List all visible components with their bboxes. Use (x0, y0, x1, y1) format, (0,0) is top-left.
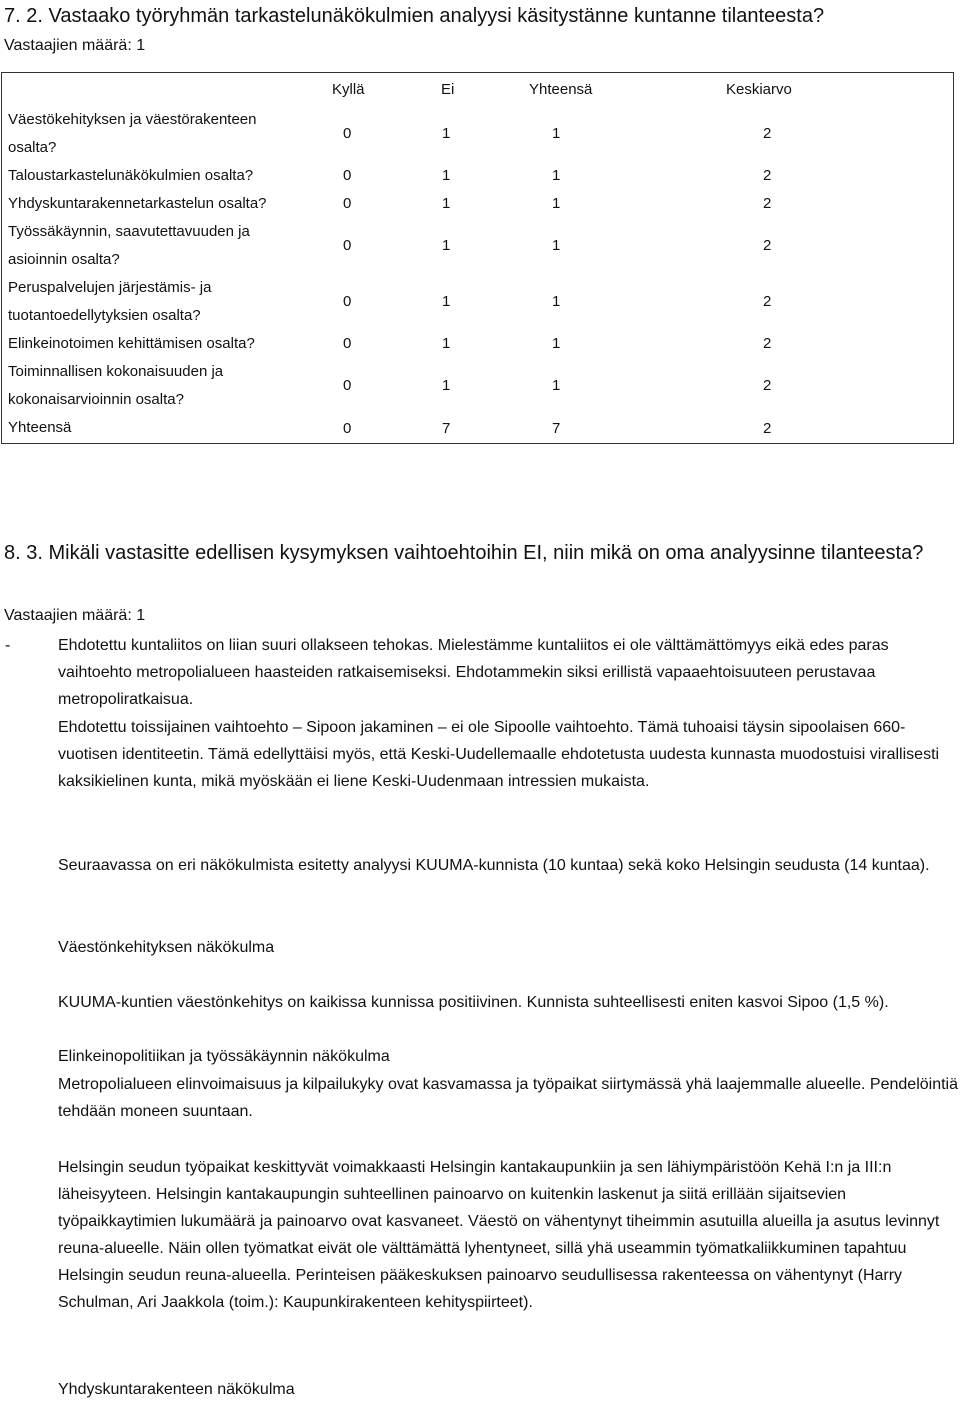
table-row (2, 218, 954, 274)
cell-ei: 1 (442, 335, 451, 352)
cell-ei: 1 (442, 125, 451, 142)
cell-keskiarvo: 2 (763, 167, 772, 184)
heading-yhdyskuntarakenne: Yhdyskuntarakenteen näkökulma (58, 1381, 295, 1398)
cell-kylla: 0 (343, 335, 352, 352)
paragraph-2: Ehdotettu toissijainen vaihtoehto – Sipoon jakaminen – ei ole Sipoolle vaihtoehto. Tämä tuhoaisi täysin sipoolaisen 660-vuotisen identiteetin. Tämä edellyttäisi myös, että Keski-Uudellemaalle ehdotetusta uudesta kunnasta muodostuisi virallisesti kaksikielinen kunta, mikä myöskään ei liene Keski-Uudenmaan intressien mukaista. (58, 719, 940, 790)
total-kylla: 0 (343, 419, 352, 437)
paragraph-1: Ehdotettu kuntaliitos on liian suuri ollakseen tehokas. Mielestämme kuntaliitos ei ole välttämättömyys eikä edes paras vaihtoehto metropolialueen haasteiden ratkaisemiseksi. Ehdotammekin siksi erillistä vapaaehtoisuuteen perustavaa metropoliratkaisua. (58, 637, 889, 708)
cell-keskiarvo: 2 (763, 293, 772, 310)
cell-kylla: 0 (343, 293, 352, 310)
respondent-count-2: Vastaajien määrä: 1 (4, 607, 146, 624)
row-label: Väestökehityksen ja väestörakenteen osalta? (8, 110, 257, 156)
row-label: Elinkeinotoimen kehittämisen osalta? (8, 334, 255, 352)
respondent-count: Vastaajien määrä: 1 (4, 37, 146, 54)
table-row (2, 330, 954, 358)
cell-ei: 1 (442, 293, 451, 310)
cell-kylla: 0 (343, 167, 352, 184)
cell-keskiarvo: 2 (763, 237, 772, 254)
cell-ei: 1 (442, 377, 451, 394)
total-label: Yhteensä (8, 419, 72, 437)
heading-elinkeinopolitiikka: Elinkeinopolitiikan ja työssäkäynnin näkökulma (58, 1048, 390, 1065)
row-label: Taloustarkastelunäkökulmien osalta? (8, 166, 254, 184)
row-label: Peruspalvelujen järjestämis- ja tuotantoedellytyksien osalta? (8, 278, 212, 324)
cell-ei: 1 (442, 237, 451, 254)
paragraph-4: KUUMA-kuntien väestönkehitys on kaikissa kunnissa positiivinen. Kunnista suhteellisesti eniten kasvoi Sipoo (1,5 %). (58, 994, 889, 1011)
cell-yhteensa: 1 (552, 335, 561, 352)
cell-keskiarvo: 2 (763, 335, 772, 352)
paragraph-3: Seuraavassa on eri näkökulmista esitetty analyysi KUUMA-kunnista (10 kuntaa) sekä koko Helsingin seudusta (14 kuntaa). (58, 857, 930, 874)
header-keskiarvo: Keskiarvo (726, 80, 792, 98)
header-ei: Ei (441, 80, 455, 98)
header-kylla: Kyllä (332, 80, 365, 98)
cell-yhteensa: 1 (552, 237, 561, 254)
total-keskiarvo: 2 (763, 419, 772, 437)
cell-keskiarvo: 2 (763, 377, 772, 394)
section-title-8-3: 8. 3. Mikäli vastasitte edellisen kysymyksen vaihtoehtoihin EI, niin mikä on oma analyysinne tilanteesta? (4, 542, 924, 564)
list-dash: - (5, 637, 11, 654)
cell-kylla: 0 (343, 195, 352, 212)
header-yhteensa: Yhteensä (529, 80, 593, 98)
cell-keskiarvo: 2 (763, 195, 772, 212)
cell-keskiarvo: 2 (763, 125, 772, 142)
table-row (2, 190, 954, 218)
cell-ei: 1 (442, 167, 451, 184)
row-label: Yhdyskuntarakennetarkastelun osalta? (8, 194, 267, 212)
cell-yhteensa: 1 (552, 377, 561, 394)
total-ei: 7 (442, 419, 451, 437)
total-yhteensa: 7 (552, 419, 561, 437)
table-row (2, 274, 954, 330)
table-total-row (2, 414, 954, 444)
results-table (1, 72, 954, 444)
cell-kylla: 0 (343, 377, 352, 394)
table-row (2, 358, 954, 414)
row-label: Työssäkäynnin, saavutettavuuden ja asioinnin osalta? (8, 222, 250, 268)
table-row (2, 106, 954, 162)
cell-ei: 1 (442, 195, 451, 212)
paragraph-6: Helsingin seudun työpaikat keskittyvät voimakkaasti Helsingin kantakaupunkiin ja sen lähiympäristöön Kehä I:n ja III:n läheisyyteen. Helsingin kantakaupungin suhteellinen painoarvo on kuitenkin laskenut ja siitä erillään sijaitsevien työpaikkaytimien lukumäärä ja painoarvo ovat kasvaneet. Väestö on vähentynyt tiheimmin asutuilla alueilla ja asutus levinnyt reuna-alueelle. Näin ollen työmatkat eivät ole välttämättä lyhentyneet, sillä yhä useammin työmatkaliikkuminen tapahtuu Helsingin seudun reuna-alueella. Perinteisen pääkeskuksen painoarvo seudullisessa rakenteessa on vähentynyt (Harry Schulman, Ari Jaakkola (toim.): Kaupunkirakenteen kehityspiirteet). (58, 1159, 940, 1311)
heading-vaestonkehitys: Väestönkehityksen näkökulma (58, 939, 275, 956)
table-row (2, 162, 954, 190)
cell-yhteensa: 1 (552, 125, 561, 142)
cell-yhteensa: 1 (552, 195, 561, 212)
table-header-row (2, 73, 954, 106)
section-title-7-2: 7. 2. Vastaako työryhmän tarkastelunäkökulmien analyysi käsitystänne kuntanne tilanteesta? (4, 5, 825, 27)
row-label: Toiminnallisen kokonaisuuden ja kokonaisarvioinnin osalta? (8, 362, 224, 408)
cell-yhteensa: 1 (552, 167, 561, 184)
cell-kylla: 0 (343, 237, 352, 254)
header-empty (2, 73, 293, 106)
cell-yhteensa: 1 (552, 293, 561, 310)
paragraph-5: Metropolialueen elinvoimaisuus ja kilpailukyky ovat kasvamassa ja työpaikat siirtymässä yhä laajemmalle alueelle. Pendelöintiä tehdään moneen suuntaan. (58, 1076, 958, 1120)
cell-kylla: 0 (343, 125, 352, 142)
